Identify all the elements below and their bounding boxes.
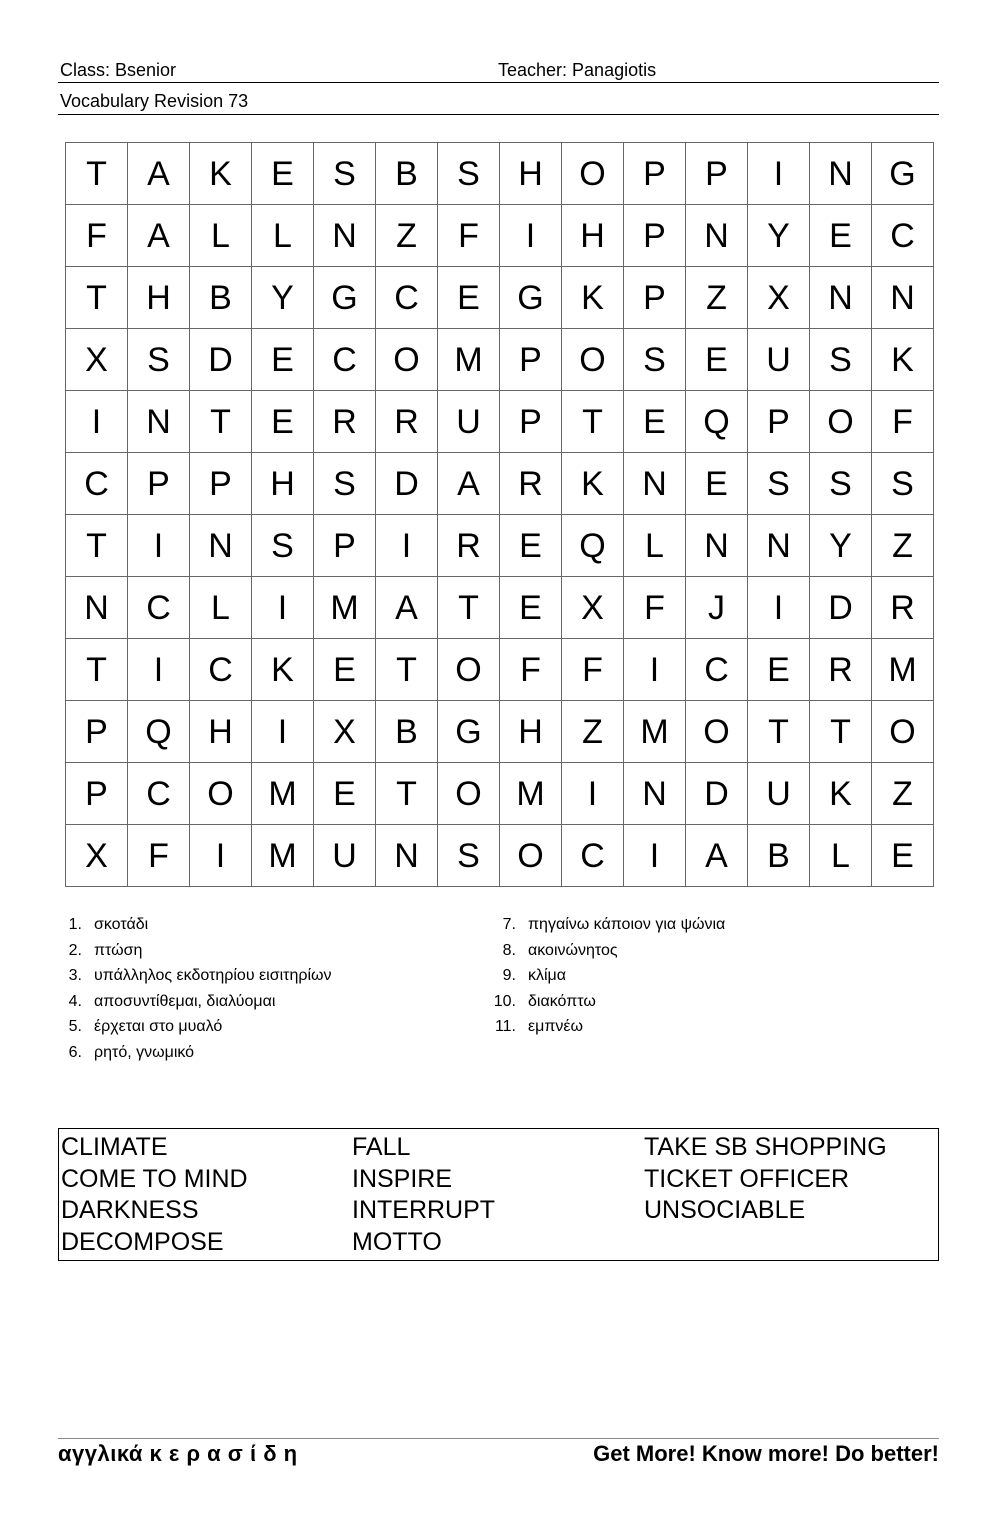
- clue-number: 5.: [68, 1018, 82, 1036]
- grid-cell[interactable]: A: [438, 453, 500, 515]
- grid-cell[interactable]: F: [128, 825, 190, 887]
- grid-cell[interactable]: C: [314, 329, 376, 391]
- grid-cell[interactable]: H: [252, 453, 314, 515]
- grid-cell[interactable]: H: [562, 205, 624, 267]
- grid-cell[interactable]: H: [128, 267, 190, 329]
- grid-cell[interactable]: I: [128, 639, 190, 701]
- clue-text: κλίμα: [528, 967, 567, 985]
- class-label: Class: Bsenior: [60, 60, 177, 80]
- clue-list-left: [58, 912, 332, 1066]
- clue-item: [492, 912, 725, 938]
- clue-number: 6.: [68, 1043, 82, 1061]
- grid-cell[interactable]: I: [252, 577, 314, 639]
- grid-cell[interactable]: C: [872, 205, 934, 267]
- clue-number: 3.: [68, 967, 82, 985]
- grid-row: [66, 391, 934, 453]
- grid-cell[interactable]: S: [252, 515, 314, 577]
- grid-cell[interactable]: M: [500, 763, 562, 825]
- grid-cell[interactable]: T: [376, 639, 438, 701]
- grid-cell[interactable]: S: [438, 825, 500, 887]
- grid-cell[interactable]: L: [252, 205, 314, 267]
- word-search-grid: [65, 142, 934, 887]
- grid-cell[interactable]: T: [562, 391, 624, 453]
- grid-cell[interactable]: U: [438, 391, 500, 453]
- grid-cell[interactable]: E: [252, 329, 314, 391]
- grid-cell[interactable]: O: [500, 825, 562, 887]
- grid-cell[interactable]: I: [376, 515, 438, 577]
- clue-item: [492, 963, 725, 989]
- clue-number: 7.: [502, 916, 516, 933]
- grid-cell[interactable]: D: [376, 453, 438, 515]
- grid-cell[interactable]: Z: [376, 205, 438, 267]
- clue-text: πηγαίνω κάποιον για ψώνια: [528, 916, 726, 933]
- grid-cell[interactable]: E: [872, 825, 934, 887]
- grid-cell[interactable]: A: [128, 205, 190, 267]
- grid-cell[interactable]: X: [748, 267, 810, 329]
- grid-cell[interactable]: U: [748, 763, 810, 825]
- clue-number: 9.: [502, 967, 516, 985]
- grid-cell[interactable]: I: [66, 391, 128, 453]
- grid-cell[interactable]: N: [624, 763, 686, 825]
- clue-item: [58, 938, 332, 964]
- grid-cell[interactable]: T: [810, 701, 872, 763]
- clue-number: 1.: [68, 916, 82, 933]
- grid-cell[interactable]: Q: [128, 701, 190, 763]
- grid-cell[interactable]: P: [624, 267, 686, 329]
- grid-cell[interactable]: T: [748, 701, 810, 763]
- grid-cell[interactable]: R: [500, 453, 562, 515]
- grid-cell[interactable]: A: [376, 577, 438, 639]
- grid-row: [66, 143, 934, 205]
- clue-text: έρχεται στο μυαλό: [94, 1018, 223, 1036]
- clue-item: [58, 1014, 332, 1040]
- word-bank-word: INSPIRE: [352, 1164, 453, 1193]
- footer-brand: αγγλικά κ ε ρ α σ ί δ η: [58, 1441, 298, 1466]
- grid-cell[interactable]: I: [190, 825, 252, 887]
- clue-number: 11.: [494, 1018, 516, 1036]
- grid-cell[interactable]: L: [190, 577, 252, 639]
- grid-cell[interactable]: S: [624, 329, 686, 391]
- clue-item: [58, 912, 332, 938]
- grid-cell[interactable]: M: [872, 639, 934, 701]
- grid-cell[interactable]: N: [810, 143, 872, 205]
- grid-cell[interactable]: R: [438, 515, 500, 577]
- grid-cell[interactable]: L: [810, 825, 872, 887]
- clue-number: 4.: [68, 992, 82, 1010]
- grid-cell[interactable]: L: [624, 515, 686, 577]
- grid-cell[interactable]: E: [314, 639, 376, 701]
- word-bank-word: UNSOCIABLE: [644, 1196, 806, 1224]
- grid-cell[interactable]: I: [624, 639, 686, 701]
- grid-cell[interactable]: C: [686, 639, 748, 701]
- grid-cell[interactable]: N: [686, 515, 748, 577]
- grid-cell[interactable]: C: [376, 267, 438, 329]
- grid-cell[interactable]: P: [624, 205, 686, 267]
- grid-cell[interactable]: U: [748, 329, 810, 391]
- clue-text: πτώση: [94, 941, 143, 959]
- word-bank-word: TICKET OFFICER: [644, 1164, 850, 1193]
- grid-cell[interactable]: E: [438, 267, 500, 329]
- grid-cell[interactable]: P: [190, 453, 252, 515]
- grid-cell[interactable]: D: [190, 329, 252, 391]
- grid-cell[interactable]: Z: [872, 515, 934, 577]
- grid-cell[interactable]: I: [500, 205, 562, 267]
- footer-slogan: Get More! Know more! Do better!: [593, 1441, 939, 1466]
- grid-cell[interactable]: I: [624, 825, 686, 887]
- grid-cell[interactable]: E: [686, 453, 748, 515]
- grid-cell[interactable]: P: [66, 701, 128, 763]
- grid-cell[interactable]: M: [252, 825, 314, 887]
- clue-number: 2.: [68, 941, 82, 959]
- grid-cell[interactable]: C: [128, 763, 190, 825]
- grid-cell[interactable]: R: [872, 577, 934, 639]
- grid-cell[interactable]: O: [562, 329, 624, 391]
- grid-cell[interactable]: E: [252, 391, 314, 453]
- clue-item: [58, 989, 332, 1015]
- grid-cell[interactable]: E: [686, 329, 748, 391]
- grid-cell[interactable]: O: [376, 329, 438, 391]
- grid-cell[interactable]: G: [314, 267, 376, 329]
- grid-cell[interactable]: X: [562, 577, 624, 639]
- grid-cell[interactable]: I: [252, 701, 314, 763]
- grid-cell[interactable]: A: [128, 143, 190, 205]
- grid-cell[interactable]: P: [500, 329, 562, 391]
- clue-item: [58, 963, 332, 989]
- word-bank-word: COME TO MIND: [61, 1164, 248, 1193]
- word-bank-word: FALL: [352, 1133, 411, 1161]
- grid-cell[interactable]: S: [128, 329, 190, 391]
- grid-cell[interactable]: L: [190, 205, 252, 267]
- grid-cell[interactable]: S: [810, 453, 872, 515]
- grid-cell[interactable]: G: [438, 701, 500, 763]
- grid-cell[interactable]: E: [624, 391, 686, 453]
- footer-divider: [58, 1438, 939, 1439]
- grid-cell[interactable]: H: [500, 701, 562, 763]
- clue-item: [58, 1040, 332, 1066]
- grid-cell[interactable]: P: [128, 453, 190, 515]
- grid-cell[interactable]: I: [748, 577, 810, 639]
- clue-text: ρητό, γνωμικό: [94, 1043, 195, 1061]
- clue-item: [492, 989, 725, 1015]
- grid-cell[interactable]: S: [314, 143, 376, 205]
- grid-cell[interactable]: B: [748, 825, 810, 887]
- grid-cell[interactable]: C: [128, 577, 190, 639]
- grid-cell[interactable]: E: [314, 763, 376, 825]
- grid-cell[interactable]: S: [810, 329, 872, 391]
- clue-text: σκοτάδι: [94, 916, 149, 933]
- grid-cell[interactable]: Y: [252, 267, 314, 329]
- grid-cell[interactable]: D: [810, 577, 872, 639]
- page-title: Vocabulary Revision 73: [60, 91, 249, 111]
- word-bank: [58, 1128, 939, 1261]
- grid-cell[interactable]: U: [314, 825, 376, 887]
- clue-text: εμπνέω: [528, 1018, 584, 1036]
- grid-row: [66, 577, 934, 639]
- grid-row: [66, 267, 934, 329]
- grid-cell[interactable]: T: [66, 143, 128, 205]
- grid-cell[interactable]: B: [190, 267, 252, 329]
- clue-item: [492, 938, 725, 964]
- grid-cell[interactable]: A: [686, 825, 748, 887]
- teacher-label: Teacher: Panagiotis: [498, 60, 657, 80]
- grid-cell[interactable]: N: [686, 205, 748, 267]
- grid-cell[interactable]: B: [376, 143, 438, 205]
- grid-cell[interactable]: I: [748, 143, 810, 205]
- grid-cell[interactable]: K: [562, 267, 624, 329]
- grid-cell[interactable]: N: [748, 515, 810, 577]
- grid-cell[interactable]: N: [872, 267, 934, 329]
- grid-cell[interactable]: K: [190, 143, 252, 205]
- grid-cell[interactable]: E: [810, 205, 872, 267]
- grid-cell[interactable]: N: [376, 825, 438, 887]
- grid-row: [66, 205, 934, 267]
- grid-cell[interactable]: P: [686, 143, 748, 205]
- grid-cell[interactable]: G: [500, 267, 562, 329]
- grid-cell[interactable]: O: [562, 143, 624, 205]
- grid-cell[interactable]: O: [686, 701, 748, 763]
- grid-cell[interactable]: E: [500, 515, 562, 577]
- grid-cell[interactable]: O: [438, 639, 500, 701]
- grid-cell[interactable]: S: [438, 143, 500, 205]
- grid-cell[interactable]: D: [686, 763, 748, 825]
- clue-text: ακοινώνητος: [528, 941, 618, 959]
- grid-cell[interactable]: P: [624, 143, 686, 205]
- grid-cell[interactable]: S: [748, 453, 810, 515]
- grid-cell[interactable]: R: [810, 639, 872, 701]
- grid-cell[interactable]: I: [562, 763, 624, 825]
- grid-cell[interactable]: T: [190, 391, 252, 453]
- grid-cell[interactable]: P: [748, 391, 810, 453]
- grid-cell[interactable]: E: [748, 639, 810, 701]
- grid-cell[interactable]: F: [438, 205, 500, 267]
- grid-cell[interactable]: B: [376, 701, 438, 763]
- grid-row: [66, 763, 934, 825]
- word-bank-column-3: [644, 1132, 887, 1227]
- grid-cell[interactable]: H: [190, 701, 252, 763]
- grid-row: [66, 515, 934, 577]
- grid-cell[interactable]: P: [314, 515, 376, 577]
- grid-cell[interactable]: R: [376, 391, 438, 453]
- grid-cell[interactable]: E: [500, 577, 562, 639]
- grid-cell[interactable]: O: [810, 391, 872, 453]
- grid-cell[interactable]: N: [624, 453, 686, 515]
- grid-cell[interactable]: F: [624, 577, 686, 639]
- grid-cell[interactable]: R: [314, 391, 376, 453]
- grid-cell[interactable]: X: [66, 329, 128, 391]
- grid-cell[interactable]: P: [500, 391, 562, 453]
- grid-cell[interactable]: C: [66, 453, 128, 515]
- grid-cell[interactable]: T: [376, 763, 438, 825]
- grid-cell[interactable]: M: [252, 763, 314, 825]
- clue-number: 10.: [493, 992, 516, 1010]
- clue-number: 8.: [502, 941, 516, 959]
- grid-cell[interactable]: G: [872, 143, 934, 205]
- grid-cell[interactable]: T: [438, 577, 500, 639]
- grid-cell[interactable]: P: [66, 763, 128, 825]
- title-divider: [58, 114, 939, 115]
- grid-cell[interactable]: Q: [562, 515, 624, 577]
- grid-row: [66, 825, 934, 887]
- grid-cell[interactable]: Y: [748, 205, 810, 267]
- grid-row: [66, 329, 934, 391]
- clue-text: αποσυντίθεμαι, διαλύομαι: [94, 992, 276, 1010]
- word-bank-word: DECOMPOSE: [61, 1227, 224, 1256]
- grid-cell[interactable]: N: [66, 577, 128, 639]
- grid-cell[interactable]: E: [252, 143, 314, 205]
- grid-cell[interactable]: J: [686, 577, 748, 639]
- clue-text: διακόπτω: [528, 992, 596, 1010]
- grid-cell[interactable]: X: [66, 825, 128, 887]
- grid-cell[interactable]: T: [66, 515, 128, 577]
- clue-item: [492, 1014, 725, 1040]
- clue-list-right: [492, 912, 725, 1040]
- grid-row: [66, 701, 934, 763]
- grid-cell[interactable]: K: [810, 763, 872, 825]
- word-bank-column-1: [61, 1132, 248, 1258]
- grid-cell[interactable]: N: [314, 205, 376, 267]
- grid-cell[interactable]: T: [66, 267, 128, 329]
- word-bank-column-2: [352, 1132, 495, 1258]
- grid-cell[interactable]: M: [438, 329, 500, 391]
- grid-cell[interactable]: C: [190, 639, 252, 701]
- clue-text: υπάλληλος εκδοτηρίου εισιτηρίων: [94, 967, 332, 985]
- grid-cell[interactable]: K: [872, 329, 934, 391]
- grid-row: [66, 453, 934, 515]
- grid-cell[interactable]: S: [314, 453, 376, 515]
- grid-cell[interactable]: F: [500, 639, 562, 701]
- grid-row: [66, 639, 934, 701]
- grid-cell[interactable]: N: [190, 515, 252, 577]
- word-bank-word: MOTTO: [352, 1227, 442, 1256]
- grid-cell[interactable]: Q: [686, 391, 748, 453]
- word-bank-word: CLIMATE: [61, 1133, 168, 1161]
- grid-cell[interactable]: Z: [872, 763, 934, 825]
- grid-cell[interactable]: T: [66, 639, 128, 701]
- grid-cell[interactable]: M: [314, 577, 376, 639]
- grid-cell[interactable]: O: [190, 763, 252, 825]
- grid-cell[interactable]: C: [562, 825, 624, 887]
- grid-cell[interactable]: M: [624, 701, 686, 763]
- word-bank-word: DARKNESS: [61, 1196, 199, 1224]
- grid-cell[interactable]: K: [252, 639, 314, 701]
- grid-cell[interactable]: Y: [810, 515, 872, 577]
- grid-cell[interactable]: K: [562, 453, 624, 515]
- grid-cell[interactable]: Z: [562, 701, 624, 763]
- header-divider: [58, 82, 939, 83]
- word-bank-word: TAKE SB SHOPPING: [644, 1133, 887, 1161]
- grid-cell[interactable]: I: [128, 515, 190, 577]
- grid-cell[interactable]: H: [500, 143, 562, 205]
- grid-cell[interactable]: S: [872, 453, 934, 515]
- word-bank-word: INTERRUPT: [352, 1196, 496, 1224]
- grid-cell[interactable]: Z: [686, 267, 748, 329]
- grid-cell[interactable]: O: [872, 701, 934, 763]
- grid-cell[interactable]: N: [810, 267, 872, 329]
- grid-cell[interactable]: N: [128, 391, 190, 453]
- grid-cell[interactable]: F: [562, 639, 624, 701]
- grid-cell[interactable]: X: [314, 701, 376, 763]
- grid-cell[interactable]: F: [66, 205, 128, 267]
- grid-cell[interactable]: F: [872, 391, 934, 453]
- grid-cell[interactable]: O: [438, 763, 500, 825]
